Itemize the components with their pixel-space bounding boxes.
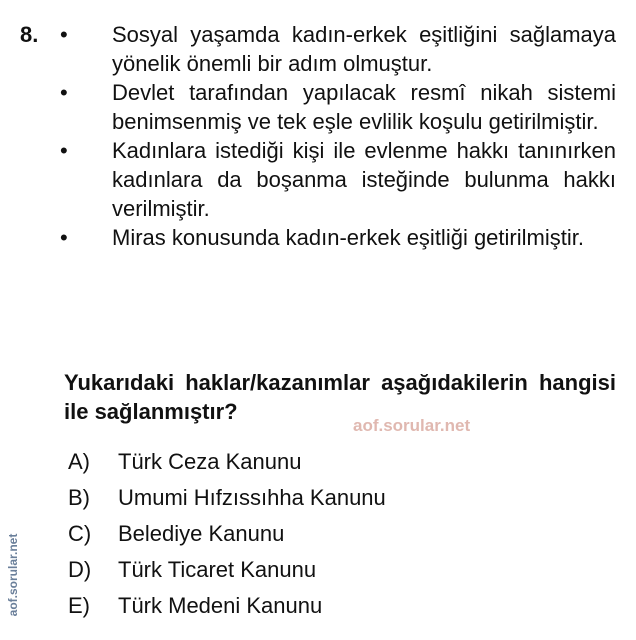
option-a[interactable] — [68, 444, 386, 480]
bullet-text: Sosyal yaşamda kadın-erkek eşitliğini sağlamaya yönelik önemli bir adım olmuştur. — [112, 22, 616, 76]
option-text: Belediye Kanunu — [118, 521, 285, 546]
option-text: Türk Medeni Kanunu — [118, 593, 323, 618]
bullet-list — [60, 20, 616, 252]
option-d[interactable] — [68, 552, 386, 588]
bullet-icon: • — [60, 80, 68, 105]
option-text: Umumi Hıfzıssıhha Kanunu — [118, 485, 386, 510]
bullet-item — [60, 223, 616, 252]
option-letter: B) — [68, 485, 90, 510]
watermark-side: aof.sorular.net — [6, 533, 20, 617]
bullet-icon: • — [60, 22, 68, 47]
option-b[interactable] — [68, 480, 386, 516]
bullet-text: Kadınlara istediği kişi ile evlenme hakkı tanınırken kadınlara da boşanma isteğinde bulunma hakkı verilmiştir. — [112, 138, 616, 221]
question-stem: Yukarıdaki haklar/kazanımlar aşağıdakilerin hangisi ile sağlanmıştır? — [64, 370, 616, 424]
answer-options — [68, 444, 386, 624]
watermark-center: aof.sorular.net — [353, 416, 471, 435]
option-text: Türk Ticaret Kanunu — [118, 557, 317, 582]
bullet-item — [60, 136, 616, 223]
option-letter: D) — [68, 557, 92, 582]
bullet-item — [60, 20, 616, 78]
question-number: 8. — [20, 22, 39, 47]
option-text: Türk Ceza Kanunu — [118, 449, 302, 474]
option-e[interactable] — [68, 588, 386, 624]
option-letter: C) — [68, 521, 92, 546]
bullet-text: Devlet tarafından yapılacak resmî nikah sistemi benimsenmiş ve tek eşle evlilik koşulu getirilmiştir. — [112, 80, 616, 134]
bullet-icon: • — [60, 138, 68, 163]
option-letter: A) — [68, 449, 90, 474]
bullet-item — [60, 78, 616, 136]
bullet-text: Miras konusunda kadın-erkek eşitliği getirilmiştir. — [112, 225, 584, 250]
bullet-icon: • — [60, 225, 68, 250]
option-c[interactable] — [68, 516, 386, 552]
option-letter: E) — [68, 593, 90, 618]
